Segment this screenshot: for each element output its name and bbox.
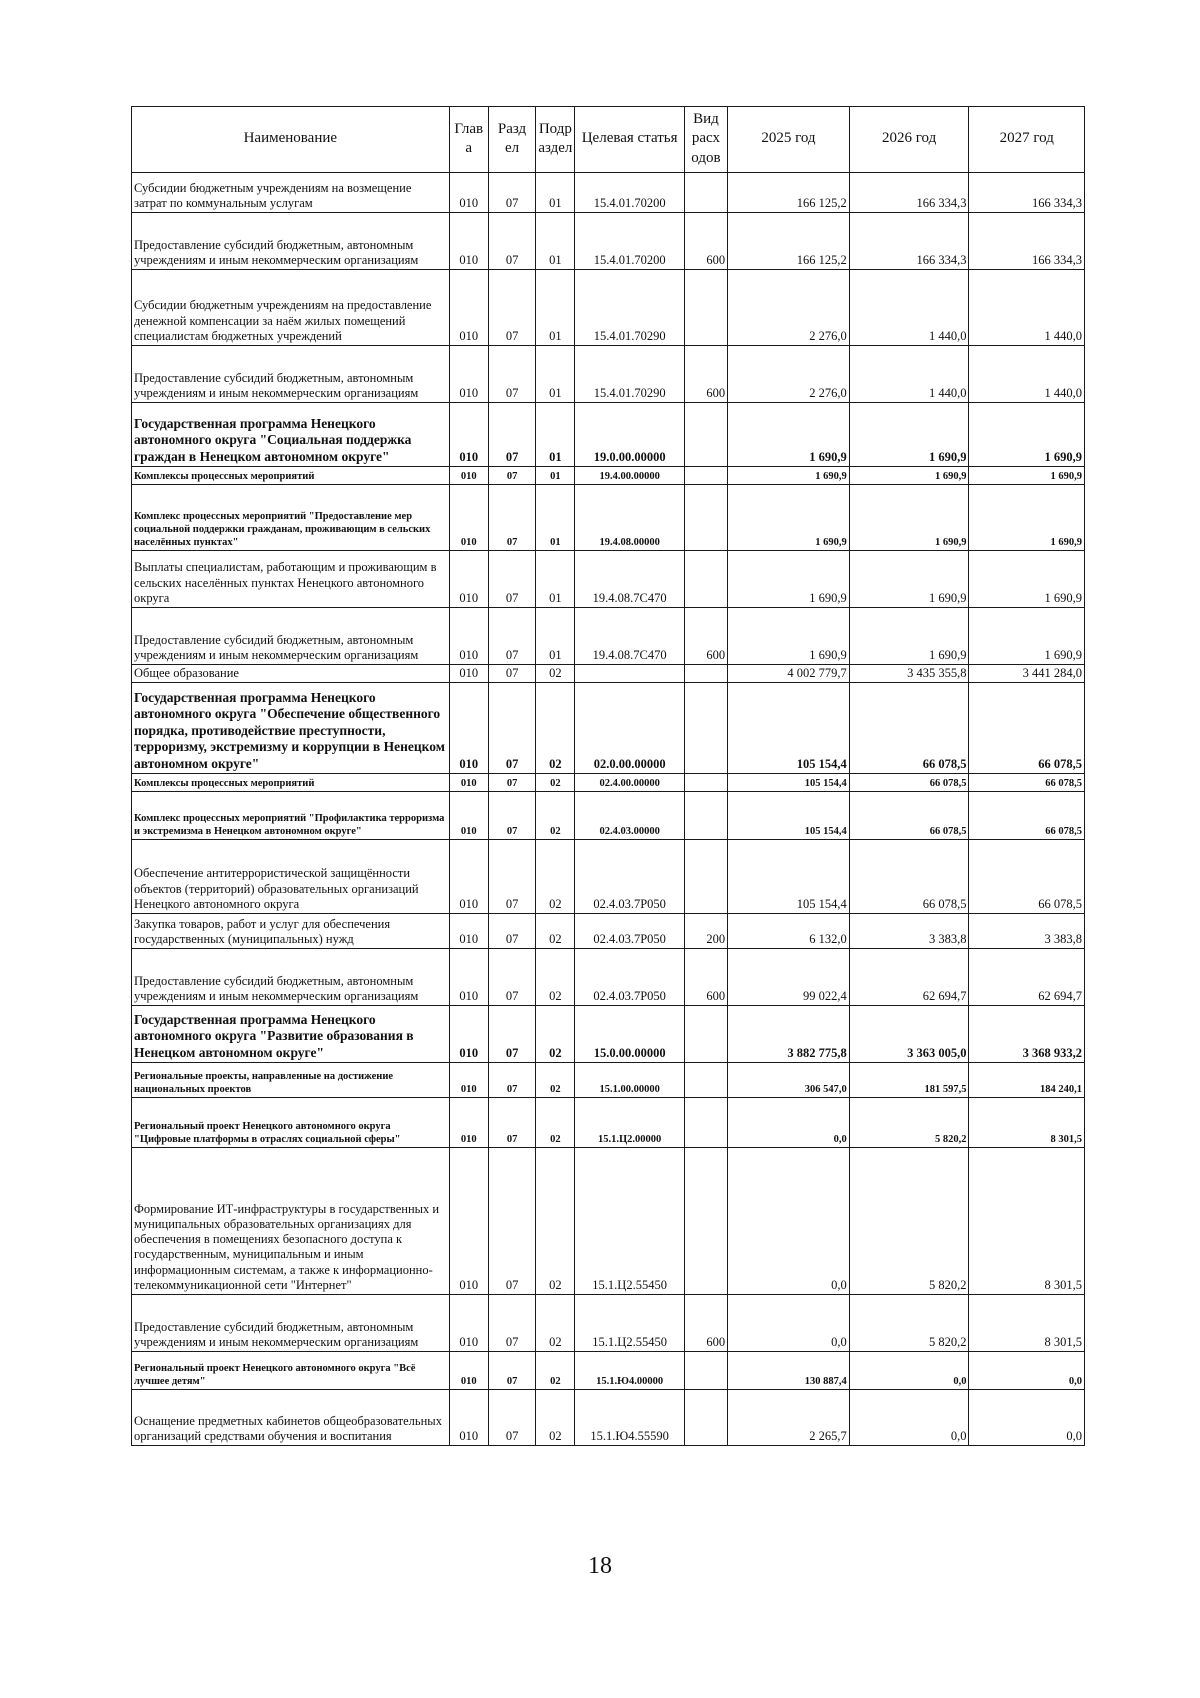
row-2027-cell: 184 240,1 bbox=[969, 1063, 1085, 1098]
row-2027-cell: 8 301,5 bbox=[969, 1098, 1085, 1148]
row-2025-cell: 166 125,2 bbox=[728, 173, 850, 213]
row-vid-cell bbox=[684, 173, 727, 213]
row-razdel-cell: 07 bbox=[488, 1295, 535, 1352]
table-row bbox=[132, 213, 1085, 270]
row-podrazdel-cell: 02 bbox=[536, 1390, 575, 1446]
row-2027-cell: 3 368 933,2 bbox=[969, 1006, 1085, 1063]
row-target-cell: 02.4.03.7Р050 bbox=[575, 949, 684, 1006]
row-glava-cell: 010 bbox=[449, 213, 488, 270]
row-glava-cell: 010 bbox=[449, 665, 488, 683]
table-row bbox=[132, 1063, 1085, 1098]
row-vid-cell bbox=[684, 792, 727, 840]
row-2025-cell: 130 887,4 bbox=[728, 1352, 850, 1390]
row-glava-cell: 010 bbox=[449, 485, 488, 551]
row-name-cell: Комплексы процессных мероприятий bbox=[132, 467, 450, 485]
row-name-cell: Государственная программа Ненецкого автономного округа "Обеспечение общественного порядка, противодействие преступности, терроризму, экстремизму и коррупции в Ненецком автономном округе" bbox=[132, 683, 450, 774]
row-podrazdel-cell: 02 bbox=[536, 1098, 575, 1148]
row-name-cell: Комплекс процессных мероприятий "Профилактика терроризма и экстремизма в Ненецком автономном округе" bbox=[132, 792, 450, 840]
row-target-cell: 15.1.Ц2.00000 bbox=[575, 1098, 684, 1148]
table-row bbox=[132, 683, 1085, 774]
row-2027-cell: 62 694,7 bbox=[969, 949, 1085, 1006]
row-2026-cell: 1 690,9 bbox=[849, 467, 969, 485]
row-2027-cell: 3 441 284,0 bbox=[969, 665, 1085, 683]
row-razdel-cell: 07 bbox=[488, 346, 535, 403]
row-target-cell: 15.4.01.70290 bbox=[575, 270, 684, 346]
row-target-cell: 02.4.03.7Р050 bbox=[575, 914, 684, 949]
row-2025-cell: 2 276,0 bbox=[728, 270, 850, 346]
row-podrazdel-cell: 02 bbox=[536, 665, 575, 683]
row-name-cell: Предоставление субсидий бюджетным, автономным учреждениям и иным некоммерческим организациям bbox=[132, 949, 450, 1006]
row-2026-cell: 166 334,3 bbox=[849, 173, 969, 213]
row-vid-cell bbox=[684, 774, 727, 792]
row-podrazdel-cell: 02 bbox=[536, 949, 575, 1006]
row-vid-cell bbox=[684, 1352, 727, 1390]
row-razdel-cell: 07 bbox=[488, 914, 535, 949]
row-vid-cell bbox=[684, 403, 727, 467]
table-row bbox=[132, 1098, 1085, 1148]
row-name-cell: Предоставление субсидий бюджетным, автономным учреждениям и иным некоммерческим организациям bbox=[132, 346, 450, 403]
row-2027-cell: 1 690,9 bbox=[969, 403, 1085, 467]
row-podrazdel-cell: 01 bbox=[536, 403, 575, 467]
row-2025-cell: 0,0 bbox=[728, 1295, 850, 1352]
row-name-cell: Предоставление субсидий бюджетным, автономным учреждениям и иным некоммерческим организациям bbox=[132, 1295, 450, 1352]
row-podrazdel-cell: 01 bbox=[536, 346, 575, 403]
row-2026-cell: 0,0 bbox=[849, 1390, 969, 1446]
header-razdel: Разд ел bbox=[488, 107, 535, 173]
table-row bbox=[132, 840, 1085, 914]
row-vid-cell bbox=[684, 840, 727, 914]
row-2026-cell: 66 078,5 bbox=[849, 774, 969, 792]
row-vid-cell bbox=[684, 1063, 727, 1098]
row-glava-cell: 010 bbox=[449, 608, 488, 665]
row-2025-cell: 0,0 bbox=[728, 1148, 850, 1295]
row-2026-cell: 66 078,5 bbox=[849, 840, 969, 914]
row-podrazdel-cell: 01 bbox=[536, 467, 575, 485]
row-podrazdel-cell: 01 bbox=[536, 551, 575, 608]
table-row bbox=[132, 485, 1085, 551]
row-2026-cell: 1 440,0 bbox=[849, 346, 969, 403]
table-row bbox=[132, 403, 1085, 467]
row-2025-cell: 99 022,4 bbox=[728, 949, 850, 1006]
row-2025-cell: 306 547,0 bbox=[728, 1063, 850, 1098]
row-name-cell: Комплексы процессных мероприятий bbox=[132, 774, 450, 792]
row-target-cell: 02.4.00.00000 bbox=[575, 774, 684, 792]
row-glava-cell: 010 bbox=[449, 1063, 488, 1098]
row-razdel-cell: 07 bbox=[488, 1352, 535, 1390]
row-2026-cell: 1 690,9 bbox=[849, 608, 969, 665]
row-2026-cell: 5 820,2 bbox=[849, 1148, 969, 1295]
row-2026-cell: 5 820,2 bbox=[849, 1295, 969, 1352]
row-podrazdel-cell: 02 bbox=[536, 1148, 575, 1295]
row-target-cell: 15.0.00.00000 bbox=[575, 1006, 684, 1063]
row-2025-cell: 105 154,4 bbox=[728, 792, 850, 840]
header-podrazdel: Подр аздел bbox=[536, 107, 575, 173]
row-2025-cell: 6 132,0 bbox=[728, 914, 850, 949]
row-razdel-cell: 07 bbox=[488, 1148, 535, 1295]
row-razdel-cell: 07 bbox=[488, 213, 535, 270]
row-name-cell: Государственная программа Ненецкого автономного округа "Социальная поддержка граждан в Ненецком автономном округе" bbox=[132, 403, 450, 467]
row-target-cell: 15.4.01.70290 bbox=[575, 346, 684, 403]
table-header-row bbox=[132, 107, 1085, 173]
table-row bbox=[132, 665, 1085, 683]
row-razdel-cell: 07 bbox=[488, 173, 535, 213]
row-2027-cell: 166 334,3 bbox=[969, 173, 1085, 213]
row-2027-cell: 1 690,9 bbox=[969, 467, 1085, 485]
header-2027: 2027 год bbox=[969, 107, 1085, 173]
row-glava-cell: 010 bbox=[449, 346, 488, 403]
row-2026-cell: 0,0 bbox=[849, 1352, 969, 1390]
table-row bbox=[132, 792, 1085, 840]
row-razdel-cell: 07 bbox=[488, 403, 535, 467]
table-row bbox=[132, 608, 1085, 665]
row-target-cell: 15.1.Ю4.00000 bbox=[575, 1352, 684, 1390]
table-row bbox=[132, 774, 1085, 792]
table-row bbox=[132, 270, 1085, 346]
row-name-cell: Предоставление субсидий бюджетным, автономным учреждениям и иным некоммерческим организациям bbox=[132, 213, 450, 270]
row-target-cell: 19.0.00.00000 bbox=[575, 403, 684, 467]
header-name: Наименование bbox=[132, 107, 450, 173]
row-2025-cell: 1 690,9 bbox=[728, 485, 850, 551]
row-vid-cell: 600 bbox=[684, 1295, 727, 1352]
table-row bbox=[132, 1006, 1085, 1063]
row-2026-cell: 3 383,8 bbox=[849, 914, 969, 949]
table-row bbox=[132, 1295, 1085, 1352]
row-glava-cell: 010 bbox=[449, 792, 488, 840]
row-2025-cell: 0,0 bbox=[728, 1098, 850, 1148]
row-2026-cell: 5 820,2 bbox=[849, 1098, 969, 1148]
row-name-cell: Выплаты специалистам, работающим и проживающим в сельских населённых пунктах Ненецкого автономного округа bbox=[132, 551, 450, 608]
row-2025-cell: 105 154,4 bbox=[728, 840, 850, 914]
row-2025-cell: 2 276,0 bbox=[728, 346, 850, 403]
row-name-cell: Субсидии бюджетным учреждениям на предоставление денежной компенсации за наём жилых помещений специалистам бюджетных учреждений bbox=[132, 270, 450, 346]
row-target-cell: 15.4.01.70200 bbox=[575, 173, 684, 213]
row-glava-cell: 010 bbox=[449, 1098, 488, 1148]
row-glava-cell: 010 bbox=[449, 949, 488, 1006]
row-vid-cell bbox=[684, 1098, 727, 1148]
row-vid-cell bbox=[684, 467, 727, 485]
row-podrazdel-cell: 02 bbox=[536, 1006, 575, 1063]
row-glava-cell: 010 bbox=[449, 1148, 488, 1295]
row-2026-cell: 3 435 355,8 bbox=[849, 665, 969, 683]
row-name-cell: Оснащение предметных кабинетов общеобразовательных организаций средствами обучения и воспитания bbox=[132, 1390, 450, 1446]
row-vid-cell: 200 bbox=[684, 914, 727, 949]
header-2025: 2025 год bbox=[728, 107, 850, 173]
row-vid-cell: 600 bbox=[684, 213, 727, 270]
row-2026-cell: 166 334,3 bbox=[849, 213, 969, 270]
row-name-cell: Формирование ИТ-инфраструктуры в государственных и муниципальных образовательных организациях для обеспечения в помещениях безопасного доступа к государственным, муниципальным и иным информационным системам, а также к информационно-телекоммуникационной сети "Интернет" bbox=[132, 1148, 450, 1295]
row-glava-cell: 010 bbox=[449, 683, 488, 774]
row-razdel-cell: 07 bbox=[488, 1063, 535, 1098]
row-podrazdel-cell: 01 bbox=[536, 213, 575, 270]
row-vid-cell bbox=[684, 270, 727, 346]
row-2026-cell: 62 694,7 bbox=[849, 949, 969, 1006]
row-glava-cell: 010 bbox=[449, 1295, 488, 1352]
row-2026-cell: 1 440,0 bbox=[849, 270, 969, 346]
row-razdel-cell: 07 bbox=[488, 840, 535, 914]
row-glava-cell: 010 bbox=[449, 914, 488, 949]
row-target-cell: 02.4.03.7Р050 bbox=[575, 840, 684, 914]
row-name-cell: Региональные проекты, направленные на достижение национальных проектов bbox=[132, 1063, 450, 1098]
row-razdel-cell: 07 bbox=[488, 1098, 535, 1148]
table-row bbox=[132, 467, 1085, 485]
table-row bbox=[132, 1352, 1085, 1390]
table-body bbox=[132, 173, 1085, 1446]
row-name-cell: Комплекс процессных мероприятий "Предоставление мер социальной поддержки гражданам, проживающим в сельских населённых пунктах" bbox=[132, 485, 450, 551]
row-vid-cell bbox=[684, 1390, 727, 1446]
row-2027-cell: 8 301,5 bbox=[969, 1295, 1085, 1352]
row-razdel-cell: 07 bbox=[488, 683, 535, 774]
row-2025-cell: 105 154,4 bbox=[728, 683, 850, 774]
row-razdel-cell: 07 bbox=[488, 774, 535, 792]
row-name-cell: Региональный проект Ненецкого автономного округа "Цифровые платформы в отраслях социальной сферы" bbox=[132, 1098, 450, 1148]
row-2027-cell: 1 440,0 bbox=[969, 346, 1085, 403]
row-2027-cell: 66 078,5 bbox=[969, 840, 1085, 914]
row-vid-cell: 600 bbox=[684, 608, 727, 665]
row-target-cell: 15.1.00.00000 bbox=[575, 1063, 684, 1098]
row-target-cell: 15.4.01.70200 bbox=[575, 213, 684, 270]
row-podrazdel-cell: 02 bbox=[536, 1352, 575, 1390]
row-name-cell: Обеспечение антитеррористической защищённости объектов (территорий) образовательных организаций Ненецкого автономного округа bbox=[132, 840, 450, 914]
row-glava-cell: 010 bbox=[449, 1390, 488, 1446]
row-razdel-cell: 07 bbox=[488, 551, 535, 608]
header-vid: Вид расх одов bbox=[684, 107, 727, 173]
row-glava-cell: 010 bbox=[449, 1006, 488, 1063]
row-2026-cell: 3 363 005,0 bbox=[849, 1006, 969, 1063]
budget-table bbox=[131, 106, 1085, 1446]
row-razdel-cell: 07 bbox=[488, 467, 535, 485]
row-target-cell: 15.1.Ю4.55590 bbox=[575, 1390, 684, 1446]
row-2027-cell: 0,0 bbox=[969, 1390, 1085, 1446]
table-row bbox=[132, 914, 1085, 949]
row-2025-cell: 1 690,9 bbox=[728, 551, 850, 608]
row-podrazdel-cell: 02 bbox=[536, 1295, 575, 1352]
row-2025-cell: 1 690,9 bbox=[728, 467, 850, 485]
row-2027-cell: 66 078,5 bbox=[969, 774, 1085, 792]
header-target: Целевая статья bbox=[575, 107, 684, 173]
row-glava-cell: 010 bbox=[449, 1352, 488, 1390]
row-2027-cell: 8 301,5 bbox=[969, 1148, 1085, 1295]
row-glava-cell: 010 bbox=[449, 467, 488, 485]
row-vid-cell bbox=[684, 485, 727, 551]
table-row bbox=[132, 173, 1085, 213]
row-razdel-cell: 07 bbox=[488, 270, 535, 346]
row-2025-cell: 2 265,7 bbox=[728, 1390, 850, 1446]
row-name-cell: Государственная программа Ненецкого автономного округа "Развитие образования в Ненецком автономном округе" bbox=[132, 1006, 450, 1063]
row-podrazdel-cell: 01 bbox=[536, 485, 575, 551]
row-2027-cell: 66 078,5 bbox=[969, 683, 1085, 774]
row-2026-cell: 66 078,5 bbox=[849, 792, 969, 840]
row-target-cell: 02.0.00.00000 bbox=[575, 683, 684, 774]
row-razdel-cell: 07 bbox=[488, 1006, 535, 1063]
row-target-cell bbox=[575, 665, 684, 683]
row-podrazdel-cell: 02 bbox=[536, 914, 575, 949]
row-vid-cell bbox=[684, 551, 727, 608]
row-razdel-cell: 07 bbox=[488, 608, 535, 665]
row-2025-cell: 1 690,9 bbox=[728, 403, 850, 467]
row-vid-cell bbox=[684, 683, 727, 774]
row-razdel-cell: 07 bbox=[488, 665, 535, 683]
row-vid-cell: 600 bbox=[684, 346, 727, 403]
row-target-cell: 19.4.08.7С470 bbox=[575, 551, 684, 608]
table-row bbox=[132, 551, 1085, 608]
row-glava-cell: 010 bbox=[449, 403, 488, 467]
row-vid-cell bbox=[684, 665, 727, 683]
row-target-cell: 02.4.03.00000 bbox=[575, 792, 684, 840]
row-2025-cell: 1 690,9 bbox=[728, 608, 850, 665]
row-glava-cell: 010 bbox=[449, 173, 488, 213]
row-2026-cell: 1 690,9 bbox=[849, 403, 969, 467]
page-number: 18 bbox=[588, 1553, 612, 1579]
row-podrazdel-cell: 01 bbox=[536, 270, 575, 346]
table-row bbox=[132, 1148, 1085, 1295]
row-razdel-cell: 07 bbox=[488, 949, 535, 1006]
row-2027-cell: 1 690,9 bbox=[969, 608, 1085, 665]
row-razdel-cell: 07 bbox=[488, 1390, 535, 1446]
row-podrazdel-cell: 02 bbox=[536, 683, 575, 774]
row-podrazdel-cell: 02 bbox=[536, 1063, 575, 1098]
row-name-cell: Закупка товаров, работ и услуг для обеспечения государственных (муниципальных) нужд bbox=[132, 914, 450, 949]
row-2025-cell: 4 002 779,7 bbox=[728, 665, 850, 683]
row-podrazdel-cell: 02 bbox=[536, 840, 575, 914]
row-2027-cell: 0,0 bbox=[969, 1352, 1085, 1390]
row-podrazdel-cell: 02 bbox=[536, 774, 575, 792]
row-2026-cell: 1 690,9 bbox=[849, 485, 969, 551]
row-vid-cell bbox=[684, 1006, 727, 1063]
row-glava-cell: 010 bbox=[449, 840, 488, 914]
row-name-cell: Предоставление субсидий бюджетным, автономным учреждениям и иным некоммерческим организациям bbox=[132, 608, 450, 665]
row-name-cell: Субсидии бюджетным учреждениям на возмещение затрат по коммунальным услугам bbox=[132, 173, 450, 213]
row-2027-cell: 1 440,0 bbox=[969, 270, 1085, 346]
row-target-cell: 19.4.08.00000 bbox=[575, 485, 684, 551]
row-2025-cell: 166 125,2 bbox=[728, 213, 850, 270]
table-row bbox=[132, 346, 1085, 403]
row-target-cell: 19.4.00.00000 bbox=[575, 467, 684, 485]
row-2025-cell: 3 882 775,8 bbox=[728, 1006, 850, 1063]
row-podrazdel-cell: 02 bbox=[536, 792, 575, 840]
row-glava-cell: 010 bbox=[449, 551, 488, 608]
row-2027-cell: 3 383,8 bbox=[969, 914, 1085, 949]
row-name-cell: Региональный проект Ненецкого автономного округа "Всё лучшее детям" bbox=[132, 1352, 450, 1390]
row-target-cell: 15.1.Ц2.55450 bbox=[575, 1148, 684, 1295]
row-podrazdel-cell: 01 bbox=[536, 173, 575, 213]
row-target-cell: 19.4.08.7С470 bbox=[575, 608, 684, 665]
row-glava-cell: 010 bbox=[449, 774, 488, 792]
row-2025-cell: 105 154,4 bbox=[728, 774, 850, 792]
header-2026: 2026 год bbox=[849, 107, 969, 173]
table-row bbox=[132, 1390, 1085, 1446]
row-glava-cell: 010 bbox=[449, 270, 488, 346]
row-2027-cell: 1 690,9 bbox=[969, 485, 1085, 551]
table-row bbox=[132, 949, 1085, 1006]
row-name-cell: Общее образование bbox=[132, 665, 450, 683]
row-razdel-cell: 07 bbox=[488, 792, 535, 840]
row-target-cell: 15.1.Ц2.55450 bbox=[575, 1295, 684, 1352]
row-vid-cell: 600 bbox=[684, 949, 727, 1006]
row-2027-cell: 166 334,3 bbox=[969, 213, 1085, 270]
row-2027-cell: 1 690,9 bbox=[969, 551, 1085, 608]
row-vid-cell bbox=[684, 1148, 727, 1295]
row-podrazdel-cell: 01 bbox=[536, 608, 575, 665]
header-glava: Глав а bbox=[449, 107, 488, 173]
row-2026-cell: 181 597,5 bbox=[849, 1063, 969, 1098]
row-2026-cell: 1 690,9 bbox=[849, 551, 969, 608]
row-razdel-cell: 07 bbox=[488, 485, 535, 551]
row-2027-cell: 66 078,5 bbox=[969, 792, 1085, 840]
row-2026-cell: 66 078,5 bbox=[849, 683, 969, 774]
